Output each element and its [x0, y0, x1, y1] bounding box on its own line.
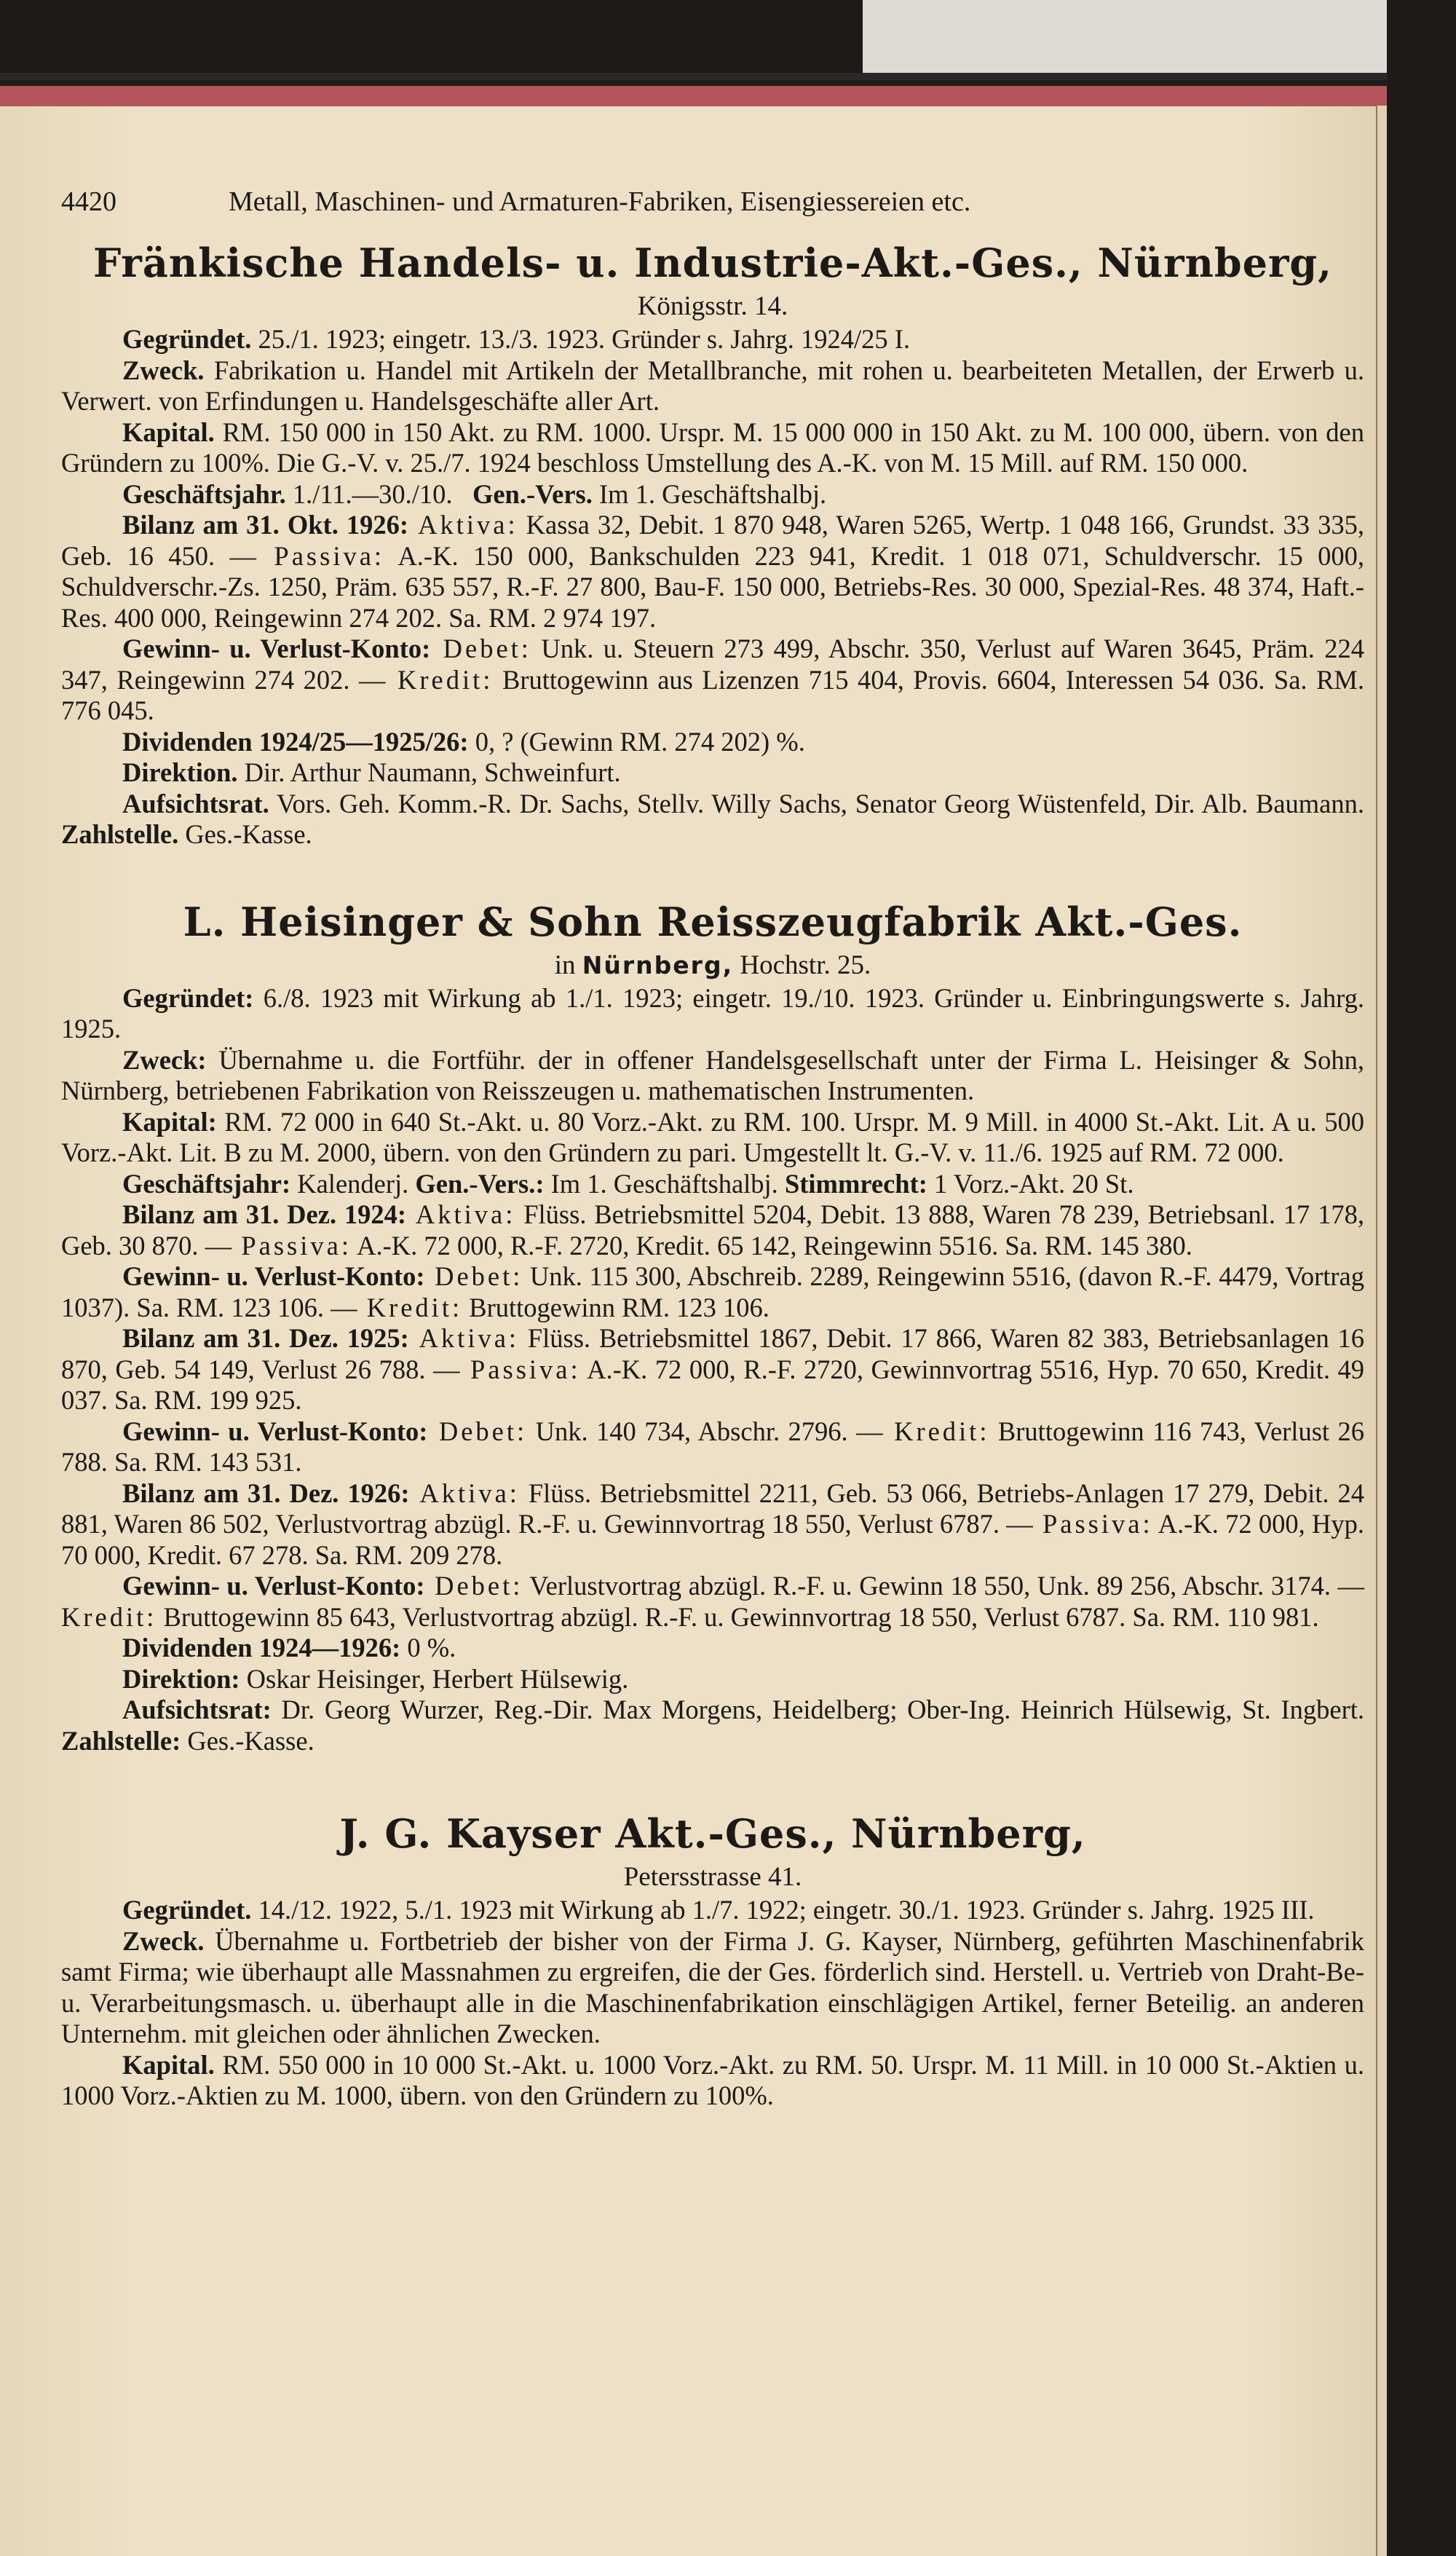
- company-title: L. Heisinger & Sohn Reisszeugfabrik Akt.-Ges.: [183, 898, 1243, 945]
- dividends-paragraph: Dividenden 1924/25—1925/26: 0, ? (Gewinn RM. 274 202) %.: [122, 726, 805, 757]
- balance-sheet-paragraph: Bilanz am 31. Okt. 1926: Aktiva: Kassa 32, Debit. 1 870 948, Waren 5265, Wertp. 1 048 166, Grundst. 33 335, Geb. 16 450. — Passiva: A.-K. 150 000, Bankschulden 223 941, Kredit. 1 018 071, Schuldverschr. 15 000, Schuldverschr.-Zs. 1250, Präm. 635 557, R.-F. 27 800, Bau-F. 150 000, Betriebs-Res. 30 000, Spezial-Res. 48 374, Haft.-Res. 400 000, Reingewinn 274 202. Sa. RM. 2 974 197.: [61, 510, 1364, 633]
- management-paragraph: Direktion: Oskar Heisinger, Herbert Hülsewig.: [122, 1663, 629, 1694]
- profit-loss-paragraph: Gewinn- u. Verlust-Konto: Debet: Unk. u. Steuern 273 499, Abschr. 350, Verlust auf Waren 3645, Präm. 224 347, Reingewinn 274 202. — Kredit: Bruttogewinn aus Lizenzen 715 404, Provis. 6604, Interessen 54 036. Sa. RM. 776 045.: [61, 634, 1364, 725]
- management-paragraph: Direktion. Dir. Arthur Naumann, Schweinfurt.: [122, 757, 621, 787]
- entry-separator: [61, 1756, 1364, 1807]
- page-content: [61, 186, 1364, 2112]
- balance-sheet-1924-paragraph: Bilanz am 31. Dez. 1924: Aktiva: Flüss. Betriebsmittel 5204, Debit. 13 888, Waren 78 239, Betriebsanl. 17 178, Geb. 30 870. — Passiva: A.-K. 72 000, R.-F. 2720, Kredit. 65 142, Reingewinn 5516. Sa. RM. 145 380.: [61, 1199, 1365, 1261]
- purpose-paragraph: Zweck: Übernahme u. die Fortführ. der in offener Handelsgesellschaft unter der Firma L. Heisinger & Sohn, Nürnberg, betriebenen Fabrikation von Reisszeugen u. mathematischen Instrumenten.: [61, 1044, 1364, 1105]
- profit-loss-1926-paragraph: Gewinn- u. Verlust-Konto: Debet: Verlustvortrag abzügl. R.-F. u. Gewinn 18 550, Unk. 89 256, Abschr. 3174. — Kredit: Bruttogewinn 85 643, Verlustvortrag abzügl. R.-F. u. Gewinnvortrag 18 550, Verlust 6787. Sa. RM. 110 981.: [61, 1571, 1365, 1632]
- page-number: 4420: [61, 186, 116, 217]
- profit-loss-1924-paragraph: Gewinn- u. Verlust-Konto: Debet: Unk. 115 300, Abschreib. 2289, Reingewinn 5516, (davon R.-F. 4479, Vortrag 1037). Sa. RM. 123 106. — Kredit: Bruttogewinn RM. 123 106.: [61, 1261, 1364, 1322]
- company-entry-frankische: [61, 237, 1364, 851]
- scan-right-border: [1387, 0, 1456, 2556]
- company-address: in Nürnberg, Hochstr. 25.: [554, 950, 871, 980]
- founded-paragraph: Gegründet. 25./1. 1923; eingetr. 13./3. 1923. Gründer s. Jahrg. 1924/25 I.: [122, 324, 911, 354]
- purpose-paragraph: Zweck. Übernahme u. Fortbetrieb der bisher von der Firma J. G. Kayser, Nürnberg, geführten Maschinenfabrik samt Firma; wie überhaupt alle Massnahmen zu ergreifen, die der Ges. förderlich sind. Herstell. u. Vertrieb von Draht-Be- u. Verarbeitungsmasch. u. überhaupt alle in die Maschinenfabrikation einschlägigen Artikel, ferner Beteilig. an anderen Unternehm. mit gleichen oder ähnlichen Zwecken.: [61, 1925, 1364, 2048]
- company-address: Königsstr. 14.: [637, 291, 788, 321]
- entry-separator: [61, 851, 1364, 896]
- founded-paragraph: Gegründet. 14./12. 1922, 5./1. 1923 mit Wirkung ab 1./7. 1922; eingetr. 30./1. 1923. Gründer s. Jahrg. 1925 III.: [122, 1895, 1315, 1925]
- company-title: Fränkische Handels- u. Industrie-Akt.-Ges., Nürnberg,: [93, 240, 1332, 286]
- supervisory-board-paragraph: Aufsichtsrat. Vors. Geh. Komm.-R. Dr. Sachs, Stellv. Willy Sachs, Senator Georg Wüstenfeld, Dir. Alb. Baumann. Zahlstelle. Ges.-Kasse.: [61, 788, 1364, 849]
- balance-sheet-1926-paragraph: Bilanz am 31. Dez. 1926: Aktiva: Flüss. Betriebsmittel 2211, Geb. 53 066, Betriebs-Anlagen 17 279, Debit. 24 881, Waren 86 502, Verlustvortrag abzügl. R.-F. u. Gewinnvortrag 18 550, Verlust 6787. — Passiva: A.-K. 72 000, Hyp. 70 000, Kredit. 67 278. Sa. RM. 209 278.: [61, 1478, 1364, 1570]
- scan-top-border: [0, 0, 1456, 73]
- fiscal-year-paragraph: Geschäftsjahr: Kalenderj. Gen.-Vers.: Im 1. Geschäftshalbj. Stimmrecht: 1 Vorz.-Akt. 20 St.: [122, 1168, 1134, 1199]
- company-entry-kayser: [61, 1807, 1364, 2112]
- capital-paragraph: Kapital. RM. 150 000 in 150 Akt. zu RM. 1000. Urspr. M. 15 000 000 in 150 Akt. zu M. 100 000, übern. von den Gründern zu 100%. Die G.-V. v. 25./7. 1924 beschloss Umstellung des A.-K. von M. 15 Mill. auf RM. 150 000.: [61, 417, 1364, 478]
- purpose-paragraph: Zweck. Fabrikation u. Handel mit Artikeln der Metallbranche, mit rohen u. bearbeiteten Metallen, der Erwerb u. Verwert. von Erfindungen u. Handelsgeschäfte aller Art.: [61, 355, 1364, 416]
- page-header: [61, 186, 1364, 218]
- scanner-stripe: [0, 73, 1387, 80]
- founded-paragraph: Gegründet: 6./8. 1923 mit Wirkung ab 1./1. 1923; eingetr. 19./10. 1923. Gründer u. Einbringungswerte s. Jahrg. 1925.: [61, 982, 1364, 1044]
- running-head: Metall, Maschinen- und Armaturen-Fabriken, Eisengiessereien etc.: [229, 186, 971, 217]
- fiscal-year-paragraph: Geschäftsjahr. 1./11.—30./10. Gen.-Vers. Im 1. Geschäftshalbj.: [122, 478, 827, 509]
- company-address: Petersstrasse 41.: [623, 1862, 802, 1892]
- supervisory-board-paragraph: Aufsichtsrat: Dr. Georg Wurzer, Reg.-Dir. Max Morgens, Heidelberg; Ober-Ing. Heinrich Hülsewig, St. Ingbert. Zahlstelle: Ges.-Kasse.: [61, 1695, 1364, 1756]
- company-entry-heisinger: [61, 896, 1364, 1757]
- balance-sheet-1925-paragraph: Bilanz am 31. Dez. 1925: Aktiva: Flüss. Betriebsmittel 1867, Debit. 17 866, Waren 82 383, Betriebsanlagen 16 870, Geb. 54 149, Verlust 26 788. — Passiva: A.-K. 72 000, R.-F. 2720, Gewinnvortrag 5516, Hyp. 70 650, Kredit. 49 037. Sa. RM. 199 925.: [61, 1323, 1365, 1415]
- company-title: J. G. Kayser Akt.-Ges., Nürnberg,: [339, 1810, 1086, 1857]
- dividends-paragraph: Dividenden 1924—1926: 0 %.: [122, 1633, 456, 1662]
- capital-paragraph: Kapital: RM. 72 000 in 640 St.-Akt. u. 80 Vorz.-Akt. zu RM. 100. Urspr. M. 9 Mill. in 4000 St.-Akt. Lit. A u. 500 Vorz.-Akt. Lit. B zu M. 2000, übern. von den Gründern zu pari. Umgestellt lt. G.-V. v. 11./6. 1925 auf RM. 72 000.: [61, 1106, 1364, 1167]
- scanner-light-patch: [863, 0, 1387, 73]
- capital-paragraph: Kapital. RM. 550 000 in 10 000 St.-Akt. u. 1000 Vorz.-Akt. zu RM. 50. Urspr. M. 11 Mill. in 10 000 St.-Aktien u. 1000 Vorz.-Aktien zu M. 1000, übern. von den Gründern zu 100%.: [61, 2049, 1364, 2110]
- profit-loss-1925-paragraph: Gewinn- u. Verlust-Konto: Debet: Unk. 140 734, Abschr. 2796. — Kredit: Bruttogewinn 116 743, Verlust 26 788. Sa. RM. 143 531.: [61, 1416, 1364, 1477]
- red-binding-edge: [0, 86, 1387, 106]
